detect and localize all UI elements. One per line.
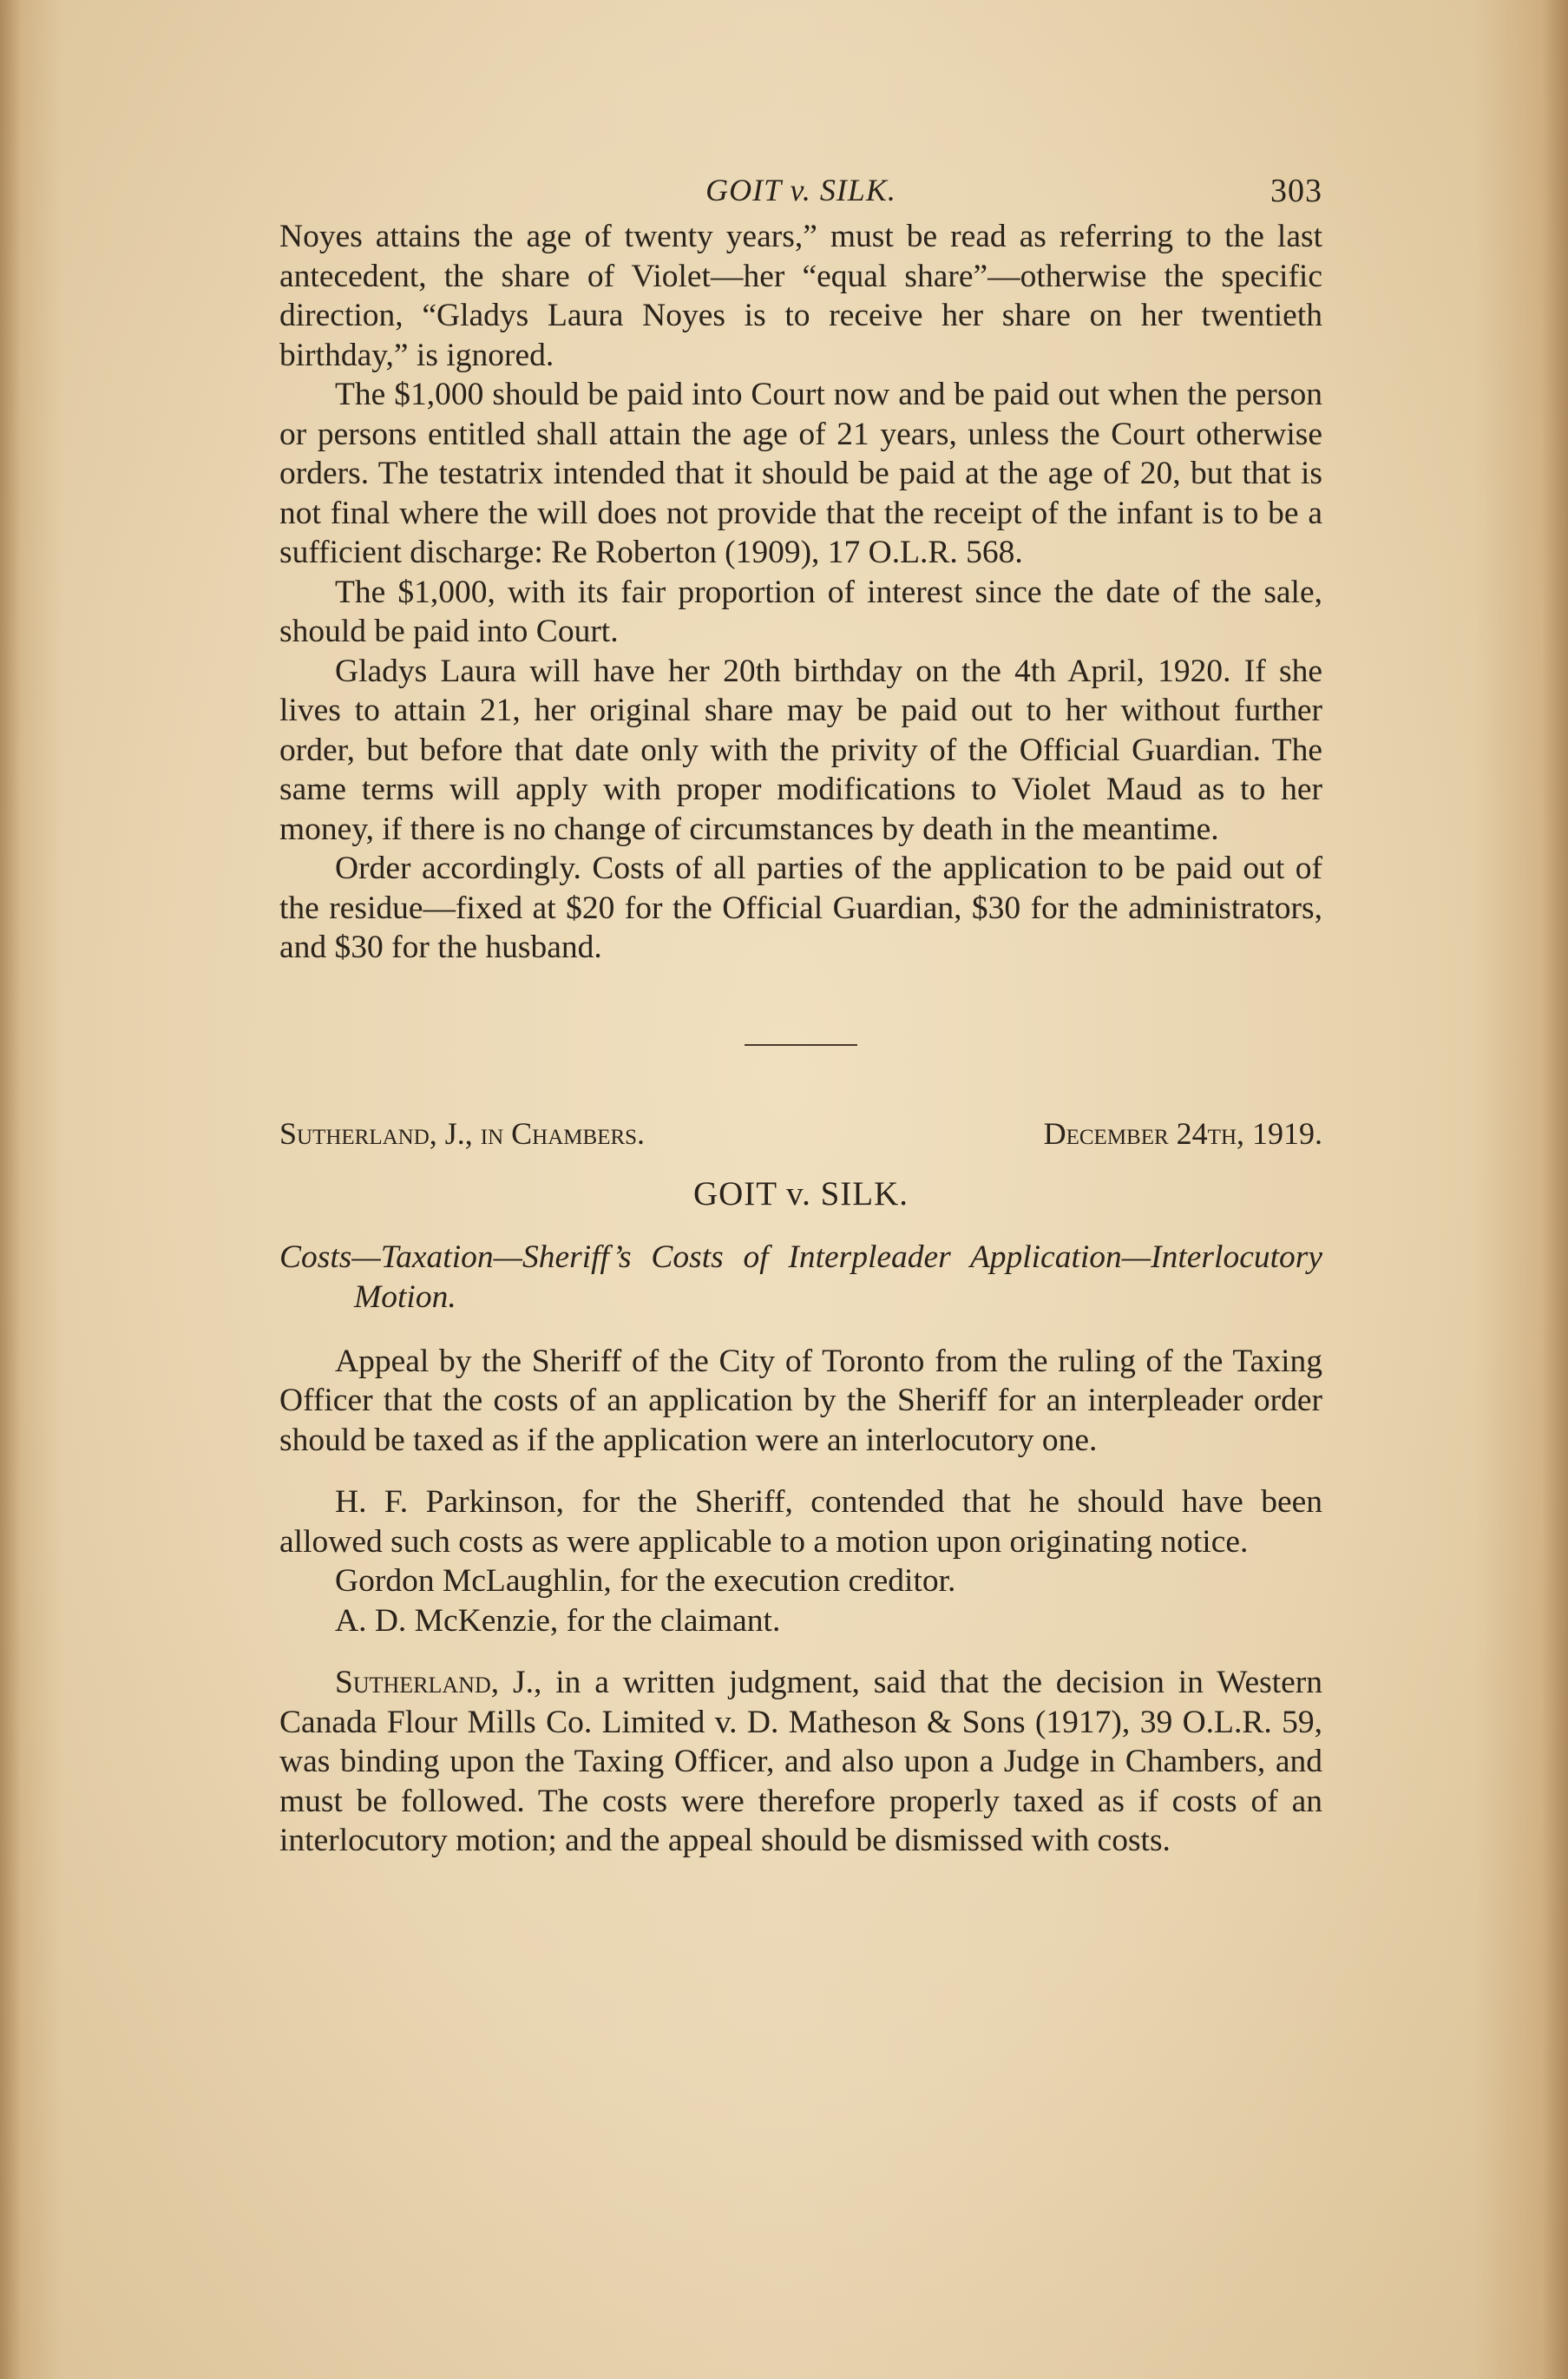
spacer <box>279 1640 1322 1663</box>
case-title: GOIT v. SILK. <box>692 1174 909 1213</box>
page-edge-shadow-right <box>1542 0 1568 2379</box>
running-title: GOIT v. SILK. <box>705 173 896 207</box>
spacer <box>279 1460 1322 1482</box>
page-edge-shadow-left <box>0 0 21 2379</box>
paragraph: Gladys Laura will have her 20th birthday on the 4th April, 1920. If she lives to attain 21, her original share may be paid out to her without further order, but before that date only with the privity of the Official Guardian. The same terms will apply with proper modifications to Violet Maud as to her money, if there is no change of circumstances by death in the meantime. <box>279 653 1322 847</box>
section-divider <box>745 1044 857 1046</box>
decision-date: December 24th, 1919. <box>1043 1115 1322 1151</box>
counsel-paragraph: A. D. McKenzie, for the claimant. <box>335 1602 781 1639</box>
paragraph-continued: Noyes attains the age of twenty years,” must be read as referring to the last antecedent, the share of Violet—her “equal share”—otherwise the specific direction, “Gladys Laura Noyes is to receive her share on her twentieth birthday,” is ignored. <box>279 219 1322 373</box>
counsel-paragraph: H. F. Parkinson, for the Sheriff, contended that he should have been allowed such costs as were applicable to a motion upon originating notice. <box>279 1484 1322 1560</box>
judge-chambers: Sutherland, J., in Chambers. <box>279 1115 646 1151</box>
judge-name: Sutherland <box>335 1665 491 1700</box>
paragraph: Order accordingly. Costs of all parties of the application to be paid out of the residue—fixed at $20 for the Official Guardian, $30 for the administrators, and $30 for the husband. <box>279 851 1322 965</box>
previous-case-text <box>279 217 1322 968</box>
judgment-text: , J., in a written judgment, said that the decision in Western Canada Flour Mills Co. Limited v. D. Matheson & Sons (1917), 39 O.L.R. 59, was binding upon the Taxing Officer, and also upon a Judge in Chambers, and must be followed. The costs were therefore properly taxed as if costs of an interlocutory motion; and the appeal should be dismissed with costs. <box>279 1665 1322 1858</box>
page-content <box>279 165 1322 1861</box>
counsel-paragraph: Gordon McLaughlin, for the execution creditor. <box>335 1563 956 1599</box>
paragraph: The $1,000 should be paid into Court now and be paid out when the person or persons entitled shall attain the age of 21 years, unless the Court otherwise orders. The testatrix intended that it should be paid at the age of 20, but that is not final where the will does not provide that the receipt of the infant is to be a sufficient discharge: Re Roberton (1909), 17 O.L.R. 568. <box>279 377 1322 570</box>
running-head <box>279 165 1322 217</box>
court-line <box>279 1115 1322 1155</box>
appeal-paragraph: Appeal by the Sheriff of the City of Toronto from the ruling of the Taxing Officer that the costs of an application by the Sheriff for an interpleader order should be taxed as if the application were an interlocutory one. <box>279 1343 1322 1458</box>
judgment-paragraph <box>279 1663 1322 1861</box>
page-number: 303 <box>1270 173 1322 209</box>
headnote: Costs—Taxation—Sheriff’s Costs of Interpleader Application—Interlocutory Motion. <box>279 1239 1322 1315</box>
paragraph: The $1,000, with its fair proportion of interest since the date of the sale, should be paid into Court. <box>279 574 1322 649</box>
